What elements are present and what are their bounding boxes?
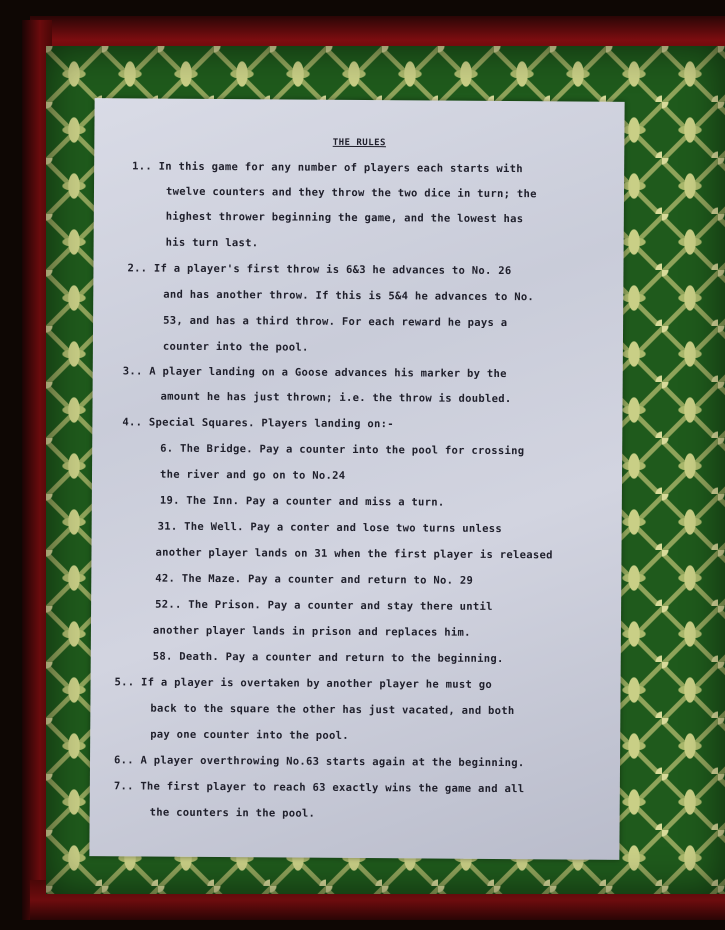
rule-line: and has another throw. If this is 5&4 he advances to No. bbox=[163, 288, 535, 304]
rule-line: 31. The Well. Pay a conter and lose two turns unless bbox=[157, 520, 503, 536]
rule-line: twelve counters and they throw the two dice in turn; the bbox=[165, 185, 537, 201]
rule-line: 4.. Special Squares. Players landing on:- bbox=[122, 416, 394, 431]
rule-line: the counters in the pool. bbox=[149, 806, 316, 820]
rule-line: his turn last. bbox=[165, 236, 259, 250]
rule-line: 6. The Bridge. Pay a counter into the pool for crossing bbox=[160, 442, 525, 458]
rule-line: 53, and has a third throw. For each reward he pays a bbox=[163, 314, 508, 330]
rule-line: pay one counter into the pool. bbox=[150, 728, 349, 742]
rules-title-text: THE RULES bbox=[332, 137, 387, 149]
rule-line: highest thrower beginning the game, and the lowest has bbox=[165, 210, 524, 226]
rule-line: 3.. A player landing on a Goose advances his marker by the bbox=[122, 365, 507, 381]
rule-line: 52.. The Prison. Pay a counter and stay there until bbox=[155, 598, 493, 613]
rules-title bbox=[94, 136, 624, 150]
rule-line: another player lands in prison and replaces him. bbox=[152, 624, 471, 639]
rule-line: 6.. A player overthrowing No.63 starts again at the beginning. bbox=[113, 754, 525, 770]
rule-line: another player lands on 31 when the first player is released bbox=[155, 546, 553, 562]
rule-line: 58. Death. Pay a counter and return to the beginning. bbox=[152, 650, 504, 666]
rule-line: the river and go on to No.24 bbox=[159, 468, 346, 482]
rule-line: amount he has just thrown; i.e. the throw is doubled. bbox=[160, 390, 512, 406]
rule-line: 19. The Inn. Pay a counter and miss a turn. bbox=[159, 494, 445, 509]
rule-line: 2.. If a player's first throw is 6&3 he advances to No. 26 bbox=[127, 262, 512, 278]
rule-line: back to the square the other has just vacated, and both bbox=[150, 702, 515, 718]
rule-line: 1.. In this game for any number of players each starts with bbox=[132, 160, 523, 176]
rule-line: 7.. The first player to reach 63 exactly wins the game and all bbox=[113, 780, 525, 796]
rule-line: 42. The Maze. Pay a counter and return to No. 29 bbox=[155, 572, 474, 587]
rules-sheet bbox=[89, 98, 624, 860]
rule-line: 5.. If a player is overtaken by another player he must go bbox=[114, 676, 493, 691]
rule-line: counter into the pool. bbox=[162, 340, 309, 354]
